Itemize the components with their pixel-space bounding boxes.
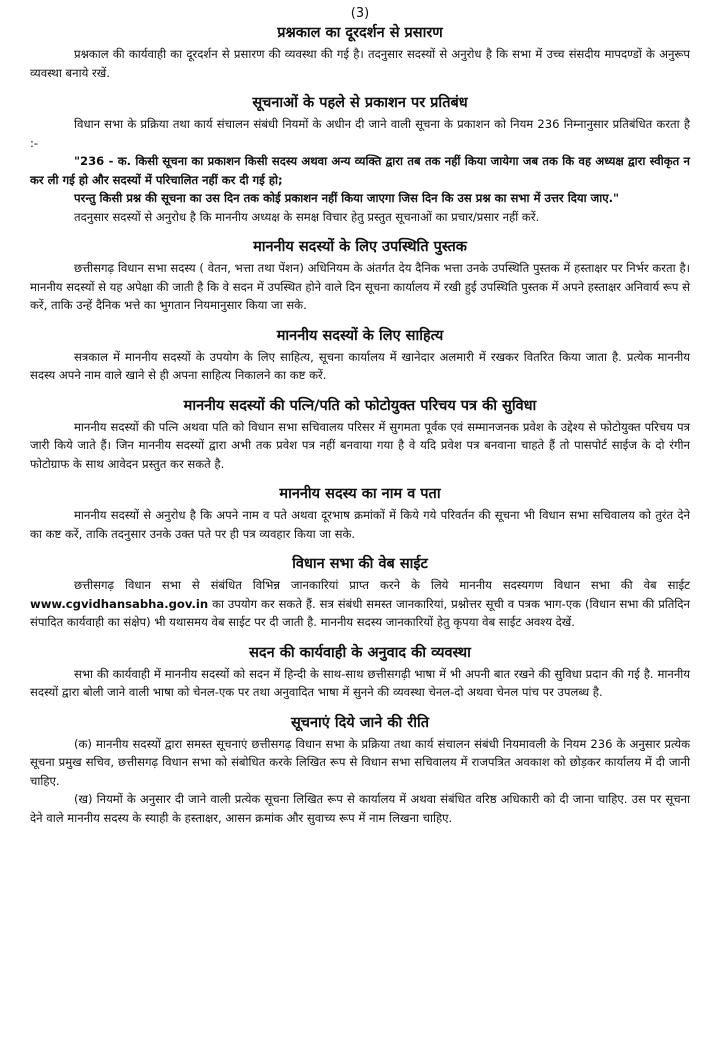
section-website — [30, 555, 690, 632]
section-heading: माननीय सदस्य का नाम व पता — [279, 486, 441, 502]
paragraph-text: का उपयोग कर सकते हैं. सत्र संबंधी समस्त जानकारियां, प्रश्नोत्तर सूची व पत्रक भाग-एक (विधान सभा की प्रतिदिन संपादित कार्यवाही का संक्षेप) भी यथासमय वेब साईट पर दी जाती है. माननीय सदस्य जानकारियों हेतु कृपया वेब साईट अवश्य देखें. — [30, 596, 690, 629]
website-url: www.cgvidhansabha.gov.in — [30, 596, 209, 611]
rule-quote: "236 - क. किसी सूचना का प्रकाशन किसी सदस्य अथवा अन्य व्यक्ति द्वारा तब तक नहीं किया जायेगा जब तक कि वह अध्यक्ष द्वारा स्वीकृत न कर ली गई हो और सदस्यों में परिचालित नहीं कर दी गई हो; — [30, 154, 690, 187]
section-question-hour-broadcast — [30, 24, 690, 82]
paragraph-kha: (ख) नियमों के अनुसार दी जाने वाली प्रत्येक सूचना लिखित रूप से कार्यालय में अथवा संबंधित वरिष्ठ अधिकारी को दी जाना चाहिए. उस पर सूचना देने वाले माननीय सदस्य के स्याही के हस्ताक्षर, आसन क्रमांक और सुवाच्य रूप में नाम लिखना चाहिए. — [30, 792, 690, 825]
paragraph-ka: (क) माननीय सदस्यों द्वारा समस्त सूचनाएं छत्तीसगढ़ विधान सभा के प्रक्रिया तथा कार्य संचालन संबंधी नियमावली के नियम 236 के अनुसार प्रत्येक सूचना प्रमुख सचिव, छत्तीसगढ़ विधान सभा को संबोधित करके लिखित रूप से विधान सभा सचिवालय में राजपत्रित अवकाश को छोड़कर कार्यालय में दी जानी चाहिए. — [30, 736, 690, 788]
paragraph: माननीय सदस्यों से अनुरोध है कि अपने नाम व पते अथवा दूरभाष क्रमांकों में किये गये परिवर्तन की सूचना भी विधान सभा सचिवालय को तुरंत देने का कष्ट करें, ताकि तदनुसार उनके उक्त पते पर ही पत्र व्यवहार किया जा सके. — [30, 508, 690, 541]
paragraph: तदनुसार सदस्यों से अनुरोध है कि माननीय अध्यक्ष के समक्ष विचार हेतु प्रस्तुत सूचनाओं का प्रचार/प्रसार नहीं करें. — [74, 209, 540, 224]
document-page — [30, 6, 690, 839]
paragraph-text: छत्तीसगढ़ विधान सभा से संबंधित विभिन्न जानकारियां प्राप्त करने के लिये माननीय सदस्यगण विधान सभा की वेब साईट — [74, 578, 690, 592]
rule-proviso: परन्तु किसी प्रश्न की सूचना का उस दिन तक कोई प्रकाशन नहीं किया जाएगा जिस दिन कि उस प्रश्न का सभा में उत्तर दिया जाए." — [74, 191, 620, 205]
paragraph: विधान सभा के प्रक्रिया तथा कार्य संचालन संबंधी नियमों के अधीन दी जाने वाली सूचना के प्रकाशन को नियम 236 निम्नानुसार प्रतिबंधित करता है :- — [30, 117, 690, 150]
section-translation — [30, 644, 690, 702]
paragraph: छत्तीसगढ़ विधान सभा सदस्य ( वेतन, भत्ता तथा पेंशन) अधिनियम के अंतर्गत देय दैनिक भत्ता उनके उपस्थिति पुस्तक में हस्ताक्षर पर निर्भर करता है। माननीय सदस्यों से यह अपेक्षा की जाती है कि वे सदन में उपस्थित होने वाले दिन सूचना कार्यालय में रखी हुई उपस्थिति पुस्तक में अपने हस्ताक्षर अनिवार्य रूप से करें, ताकि उन्हें दैनिक भत्ते का भुगतान नियमानुसार किया जा सके. — [30, 261, 690, 312]
paragraph: माननीय सदस्यों की पत्नि अथवा पति को विधान सभा सचिवालय परिसर में सुगमता पूर्वक एवं सम्मानजनक प्रवेश के उद्देश्य से फोटोयुक्त परिचय पत्र जारी किये जाते हैं। जिन माननीय सदस्यों द्वारा अभी तक प्रवेश पत्र नहीं बनवाया गया है वे यदि प्रवेश पत्र बनवाना चाहते हैं तो पासपोर्ट साईज के दो रंगीन फोटोग्राफ के साथ आवेदन प्रस्तुत कर सकते है. — [30, 419, 690, 471]
section-spouse-id-card — [30, 397, 690, 474]
section-prepublication-ban — [30, 94, 690, 226]
section-heading: माननीय सदस्यों के लिए उपस्थिति पुस्तक — [253, 239, 467, 255]
section-heading: माननीय सदस्यों की पत्नि/पति को फोटोयुक्त परिचय पत्र की सुविधा — [183, 397, 537, 414]
section-heading: सूचनाएं दिये जाने की रीति — [290, 714, 430, 731]
section-attendance-book — [30, 238, 690, 315]
section-literature — [30, 327, 690, 385]
paragraph: सभा की कार्यवाही में माननीय सदस्यों को सदन में हिन्दी के साथ-साथ छत्तीसगढ़ी भाषा में भी अपनी बात रखने की सुविधा प्रदान की गई है. माननीय सदस्यों द्वारा बोली जाने वाली भाषा को चेनल-एक पर तथा अनुवादित भाषा में सुनने की व्यवस्था चेनल-दो अथवा चेनल पांच पर उपलब्ध है. — [30, 666, 690, 699]
section-heading: विधान सभा की वेब साईट — [292, 556, 428, 572]
section-heading: सदन की कार्यवाही के अनुवाद की व्यवस्था — [249, 644, 471, 661]
section-heading: सूचनाओं के पहले से प्रकाशन पर प्रतिबंध — [252, 95, 468, 111]
section-name-address — [30, 485, 690, 543]
paragraph: प्रश्नकाल की कार्यवाही का दूरदर्शन से प्रसारण की व्यवस्था की गई है। तदनुसार सदस्यों से अनुरोध है कि सभा में उच्च संसदीय मापदण्डों के अनुरूप व्यवस्था बनाये रखें. — [30, 47, 690, 80]
section-heading: प्रश्नकाल का दूरदर्शन से प्रसारण — [277, 25, 443, 41]
section-heading: माननीय सदस्यों के लिए साहित्य — [276, 327, 444, 344]
page-number: (3) — [350, 6, 370, 21]
paragraph: सत्रकाल में माननीय सदस्यों के उपयोग के लिए साहित्य, सूचना कार्यालय में खानेदार अलमारी में रखकर वितरित किया जाता है. प्रत्येक माननीय सदस्य अपने नाम वाले खाने से ही अपना साहित्य निकालने का कष्ट करें. — [30, 349, 690, 382]
paragraph — [30, 576, 690, 632]
section-notice-procedure — [30, 714, 690, 828]
